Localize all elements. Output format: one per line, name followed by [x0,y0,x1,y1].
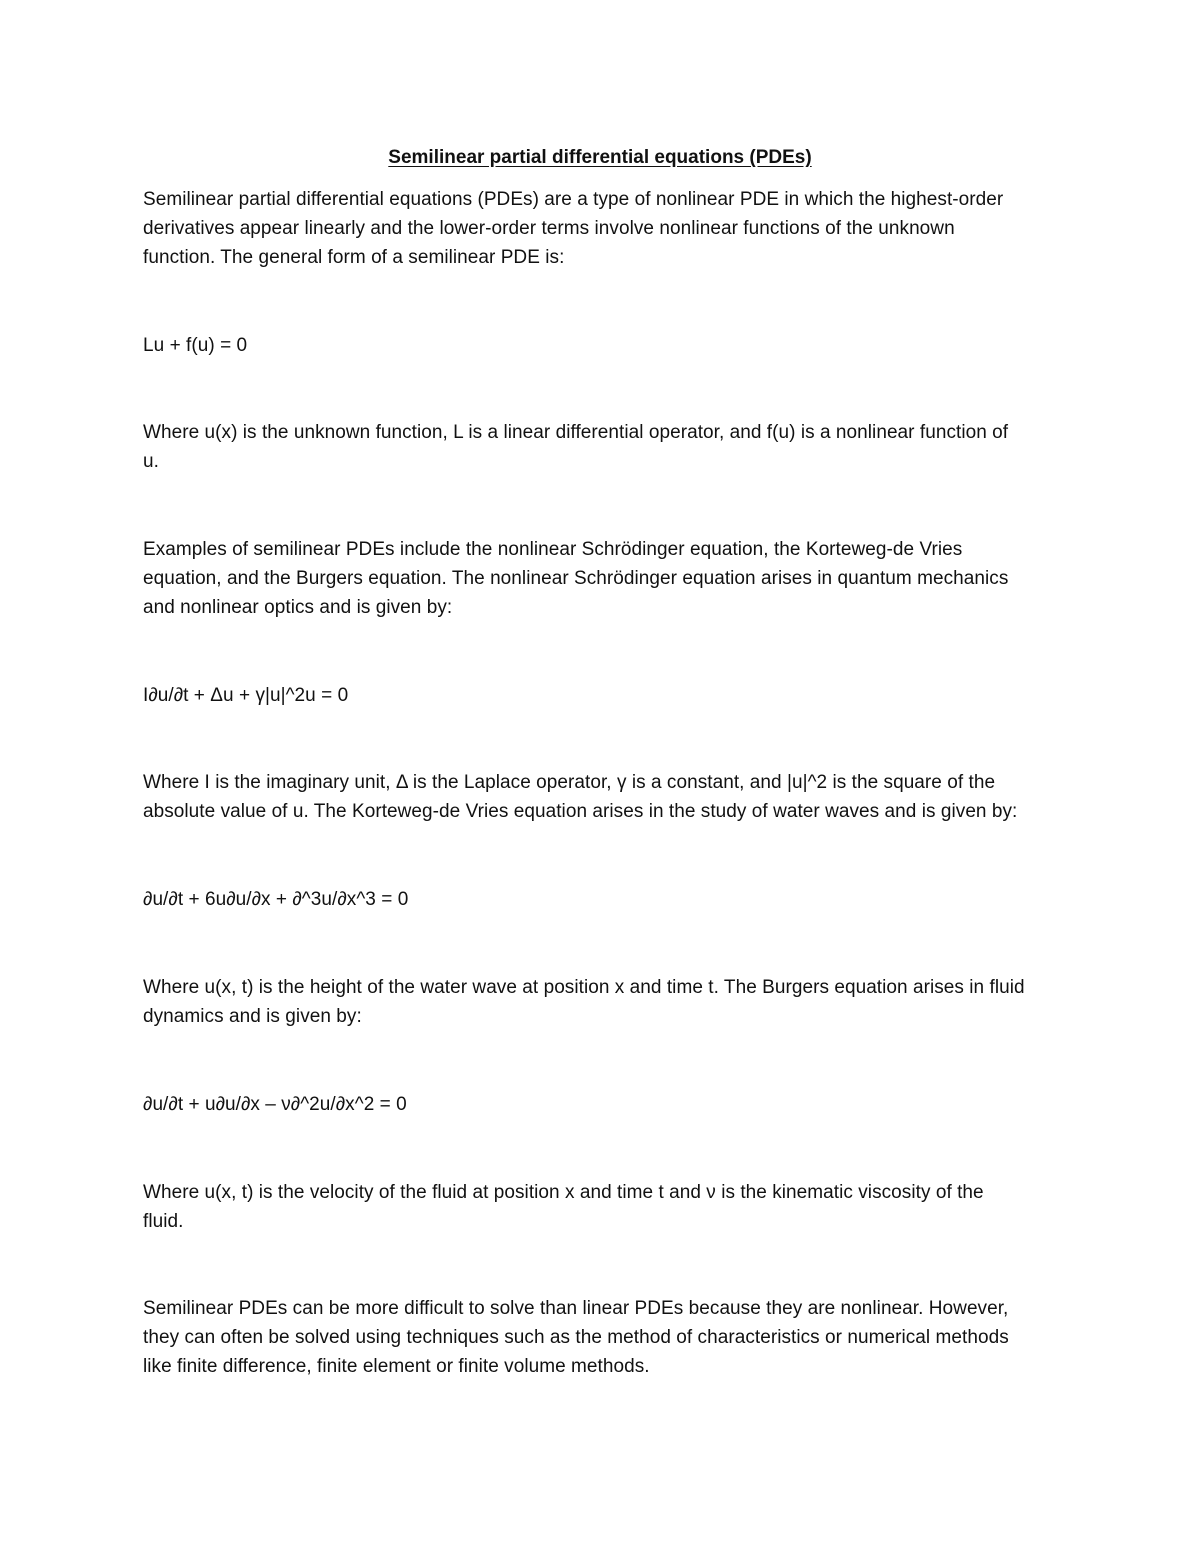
paragraph-line: they can often be solved using techniques such as the method of characteristics or numerical methods [143,1327,1009,1348]
paragraph-line: Where u(x, t) is the height of the water wave at position x and time t. The Burgers equation arises in fluid [143,977,1025,998]
equation-line: ∂u/∂t + 6u∂u/∂x + ∂^3u/∂x^3 = 0 [143,889,409,910]
paragraph-line: Semilinear partial differential equations (PDEs) are a type of nonlinear PDE in which the highest-order [143,189,1004,210]
equation-line: I∂u/∂t + Δu + γ|u|^2u = 0 [143,685,349,706]
paragraph-line: absolute value of u. The Korteweg-de Vries equation arises in the study of water waves and is given by: [143,801,1018,822]
paragraph-line: Where I is the imaginary unit, Δ is the Laplace operator, γ is a constant, and |u|^2 is the square of the [143,772,996,793]
document-title: Semilinear partial differential equations (PDEs) [388,147,812,168]
paragraph-line: derivatives appear linearly and the lower-order terms involve nonlinear functions of the unknown [143,218,955,239]
paragraph-line: fluid. [143,1211,184,1232]
equation-line: Lu + f(u) = 0 [143,335,248,356]
paragraph-line: u. [143,451,159,472]
paragraph-line: and nonlinear optics and is given by: [143,597,453,618]
paragraph-line: Examples of semilinear PDEs include the nonlinear Schrödinger equation, the Korteweg-de Vries [143,539,963,560]
paragraph-line: equation, and the Burgers equation. The nonlinear Schrödinger equation arises in quantum mechanics [143,568,1009,589]
paragraph-line: like finite difference, finite element or finite volume methods. [143,1356,650,1377]
paragraph-line: Where u(x) is the unknown function, L is a linear differential operator, and f(u) is a nonlinear function of [143,422,1009,443]
paragraph-line: function. The general form of a semilinear PDE is: [143,247,565,268]
paragraph-line: dynamics and is given by: [143,1006,362,1027]
paragraph-line: Where u(x, t) is the velocity of the fluid at position x and time t and ν is the kinematic viscosity of the [143,1182,984,1203]
paragraph-line: Semilinear PDEs can be more difficult to solve than linear PDEs because they are nonlinear. However, [143,1298,1009,1319]
equation-line: ∂u/∂t + u∂u/∂x – ν∂^2u/∂x^2 = 0 [143,1094,407,1115]
